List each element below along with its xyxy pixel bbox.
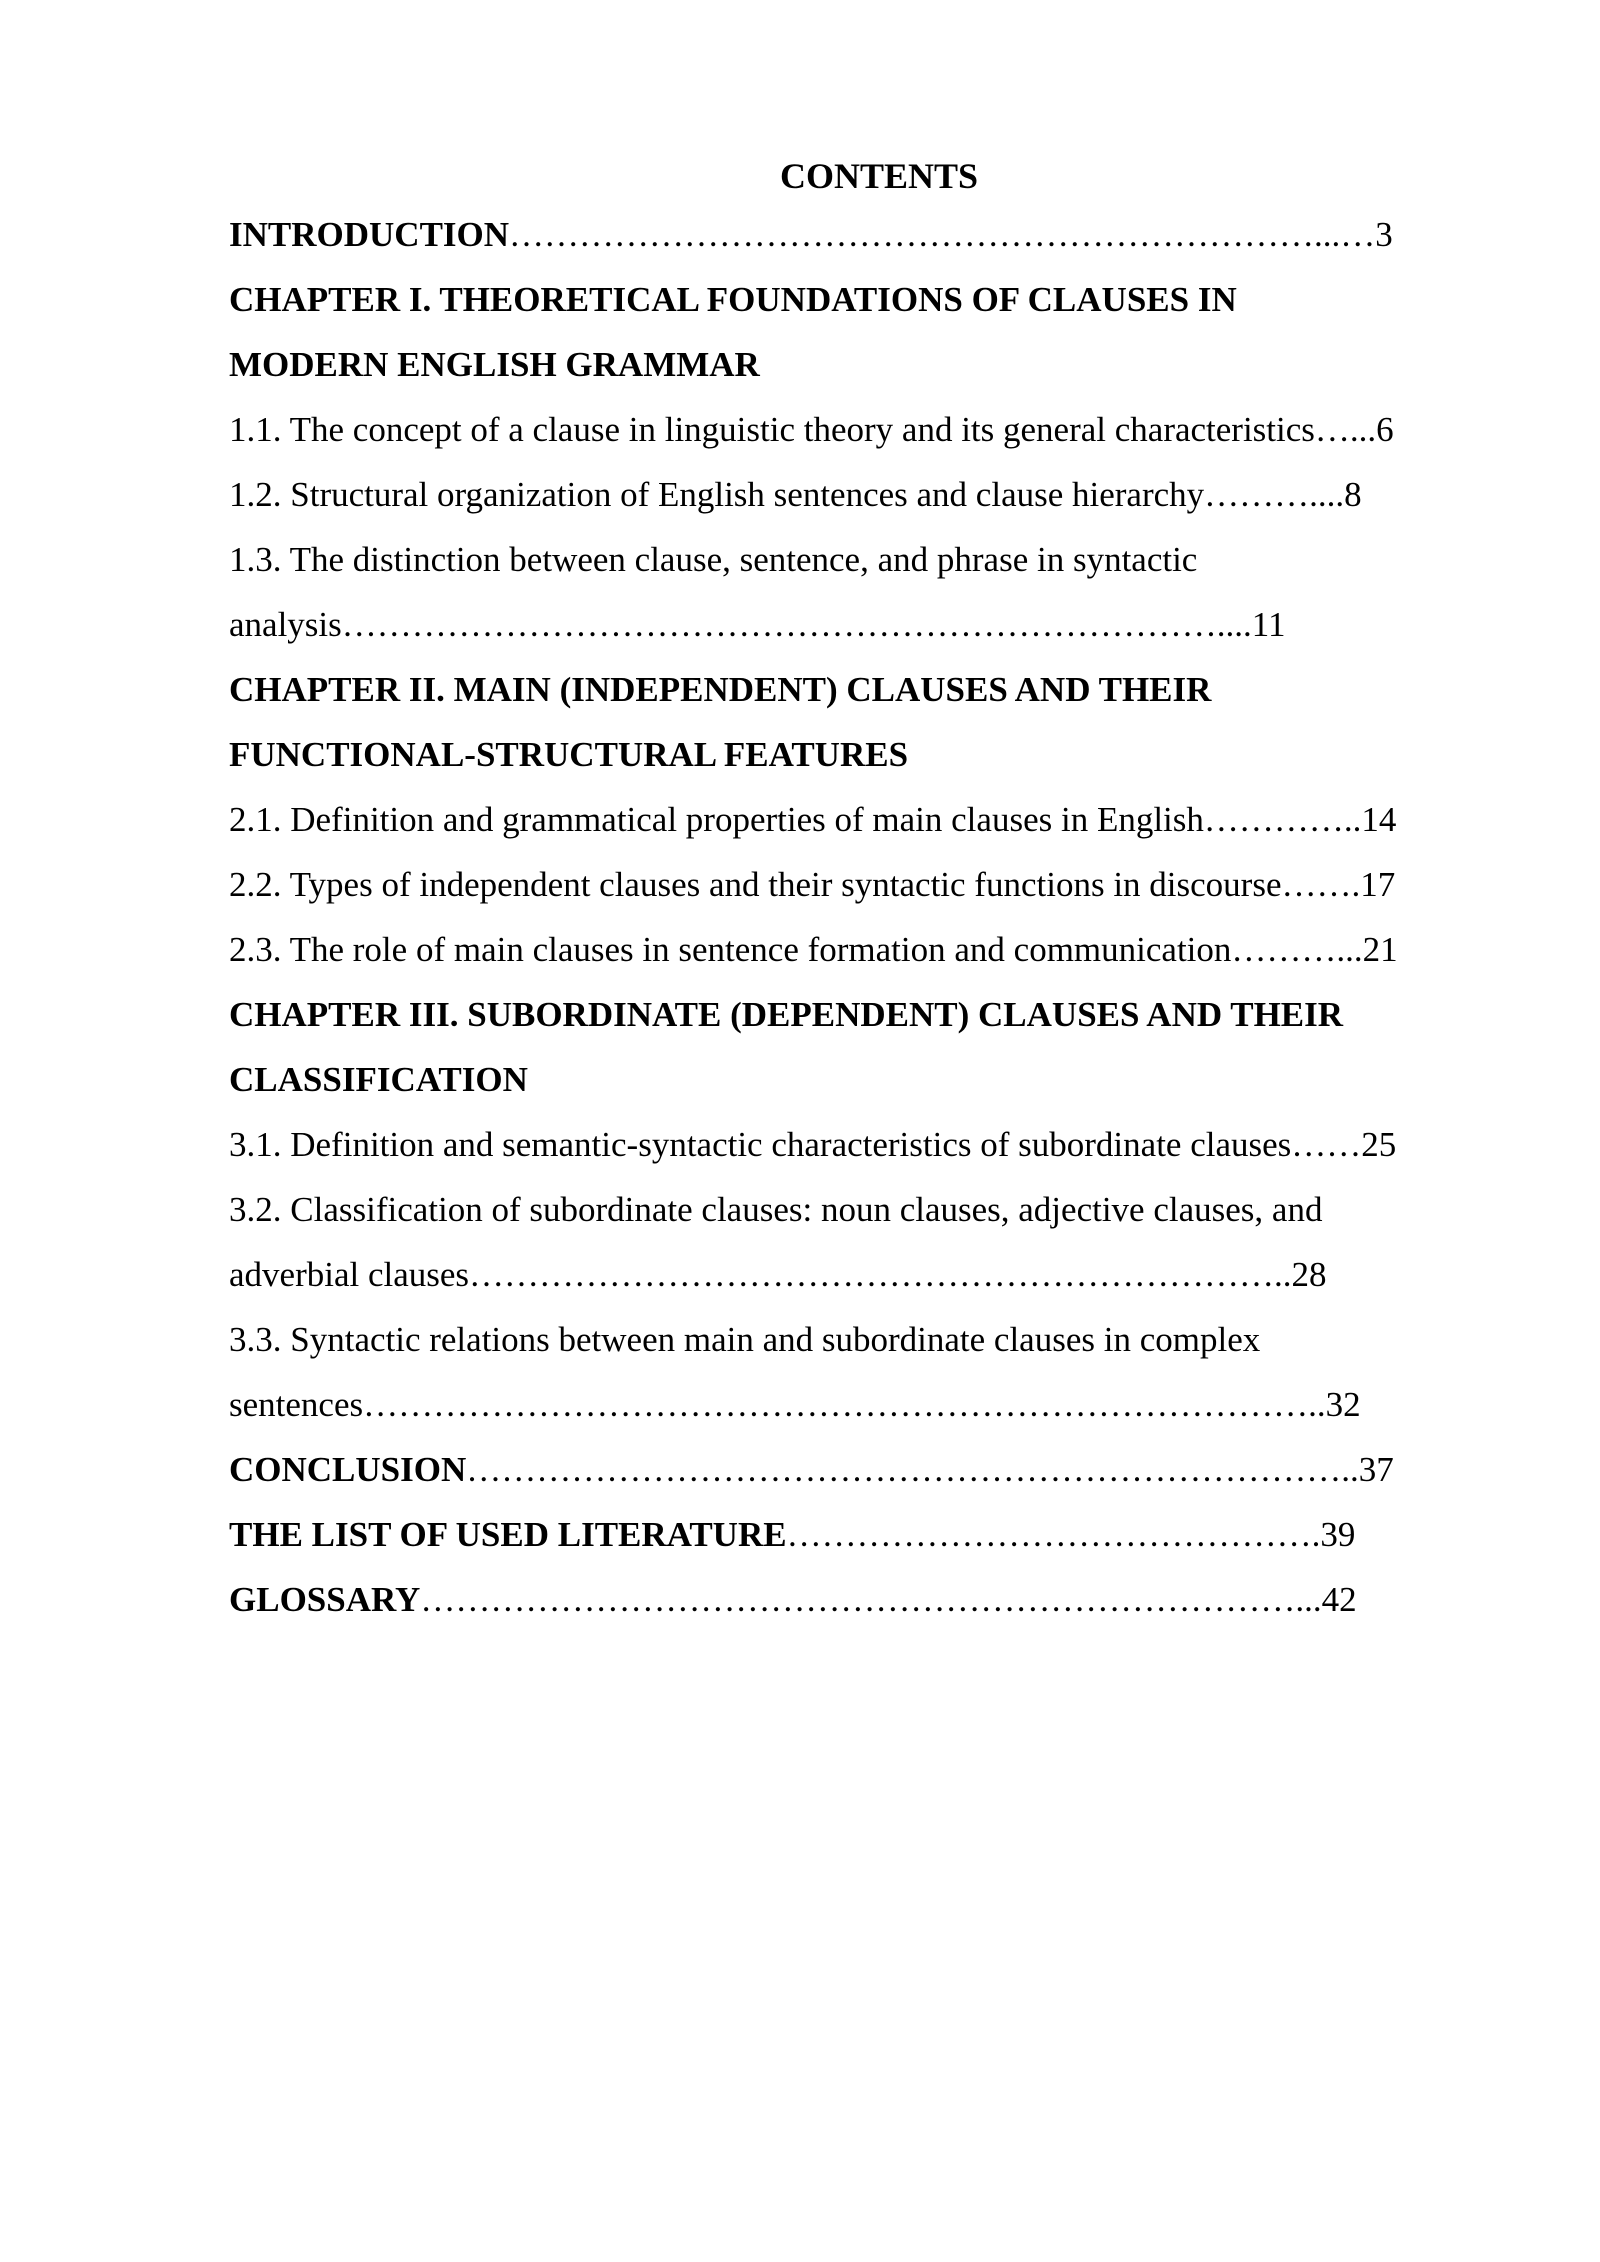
toc-entry-page: 37	[1358, 1450, 1394, 1489]
toc-entry-text-line: 3.3. Syntactic relations between main and subordinate clauses in complex	[229, 1320, 1261, 1359]
toc-entry-text-line	[229, 1242, 1489, 1307]
toc-entry-page: 21	[1362, 930, 1398, 969]
toc-entry-leader: …………..	[1203, 800, 1362, 839]
toc-chapter-1-heading[interactable]	[229, 267, 1489, 397]
toc-heading-line: CHAPTER III. SUBORDINATE (DEPENDENT) CLAUSES AND THEIR	[229, 995, 1344, 1034]
toc-entry-leader: …...	[1314, 410, 1377, 449]
toc-entry-text-line	[229, 592, 1489, 657]
toc-entry-conclusion[interactable]	[229, 1437, 1489, 1502]
toc-heading-line: CHAPTER I. THEORETICAL FOUNDATIONS OF CLAUSES IN	[229, 280, 1237, 319]
toc-entry-page: 25	[1361, 1125, 1397, 1164]
toc-entry-page: 3	[1375, 215, 1393, 254]
toc-entry-introduction[interactable]	[229, 202, 1489, 267]
toc-entry-glossary[interactable]	[229, 1567, 1489, 1632]
toc-entry-text: GLOSSARY	[229, 1580, 421, 1619]
toc-chapter-2-heading[interactable]	[229, 657, 1489, 787]
table-of-contents	[229, 150, 1489, 1632]
toc-heading-line: CLASSIFICATION	[229, 1060, 528, 1099]
toc-entry-page: 11	[1251, 605, 1286, 644]
toc-entry-text: adverbial clauses	[229, 1255, 470, 1294]
toc-entry-leader: …………………………………………………………………....	[341, 605, 1252, 644]
toc-heading-line: FUNCTIONAL-STRUCTURAL FEATURES	[229, 735, 909, 774]
toc-entry-leader: …….	[1281, 865, 1361, 904]
toc-entry-1-1[interactable]	[229, 397, 1489, 462]
toc-entry-page: 6	[1376, 410, 1394, 449]
toc-entry-page: 17	[1360, 865, 1396, 904]
toc-entry-leader: ……………………………………….	[786, 1515, 1321, 1554]
toc-entry-leader: ……	[1291, 1125, 1362, 1164]
toc-entry-1-3[interactable]	[229, 527, 1489, 657]
toc-entry-2-2[interactable]	[229, 852, 1489, 917]
toc-entry-leader: …………………………………………………………………..	[466, 1450, 1359, 1489]
toc-entry-page: 39	[1320, 1515, 1356, 1554]
toc-entry-text: sentences	[229, 1385, 364, 1424]
toc-entry-3-1[interactable]	[229, 1112, 1489, 1177]
toc-entry-text: CONCLUSION	[229, 1450, 467, 1489]
toc-entry-page: 8	[1344, 475, 1362, 514]
toc-entry-3-2[interactable]	[229, 1177, 1489, 1307]
toc-entry-page: 14	[1361, 800, 1397, 839]
toc-entry-leader: ………...	[1231, 930, 1363, 969]
toc-entry-2-3[interactable]	[229, 917, 1489, 982]
toc-entry-text: 2.3. The role of main clauses in sentence formation and communication	[229, 930, 1232, 969]
toc-entry-text: THE LIST OF USED LITERATURE	[229, 1515, 787, 1554]
toc-entry-text: 3.1. Definition and semantic-syntactic characteristics of subordinate clauses	[229, 1125, 1292, 1164]
toc-entry-text-line: 3.2. Classification of subordinate clauses: noun clauses, adjective clauses, and	[229, 1190, 1323, 1229]
toc-entry-text: 1.2. Structural organization of English sentences and clause hierarchy	[229, 475, 1205, 514]
toc-heading-line: CHAPTER II. MAIN (INDEPENDENT) CLAUSES AND THEIR	[229, 670, 1212, 709]
toc-entry-leader: ………………………………………………………………………..	[363, 1385, 1326, 1424]
toc-entry-leader: ……………………………………………………………..	[469, 1255, 1292, 1294]
toc-entry-text-line	[229, 1372, 1489, 1437]
toc-entry-page: 42	[1321, 1580, 1357, 1619]
toc-entry-leader: ……………………………………………………………...…	[509, 215, 1376, 254]
toc-entry-leader: …………………………………………………………………...	[420, 1580, 1322, 1619]
toc-entry-1-2[interactable]	[229, 462, 1489, 527]
toc-entry-text: 1.1. The concept of a clause in linguistic theory and its general characteristics	[229, 410, 1315, 449]
toc-entry-text-line: 1.3. The distinction between clause, sentence, and phrase in syntactic	[229, 540, 1198, 579]
toc-heading-line: MODERN ENGLISH GRAMMAR	[229, 345, 760, 384]
toc-entry-page: 32	[1325, 1385, 1361, 1424]
toc-entry-text: analysis	[229, 605, 342, 644]
toc-entry-leader: ………....	[1204, 475, 1345, 514]
toc-entry-text: 2.2. Types of independent clauses and their syntactic functions in discourse	[229, 865, 1282, 904]
toc-entry-text: INTRODUCTION	[229, 215, 510, 254]
toc-chapter-3-heading[interactable]	[229, 982, 1489, 1112]
page-title: CONTENTS	[779, 156, 979, 196]
toc-entry-text: 2.1. Definition and grammatical properties of main clauses in English	[229, 800, 1204, 839]
toc-entry-3-3[interactable]	[229, 1307, 1489, 1437]
toc-entry-literature[interactable]	[229, 1502, 1489, 1567]
toc-entry-page: 28	[1291, 1255, 1327, 1294]
toc-entry-2-1[interactable]	[229, 787, 1489, 852]
